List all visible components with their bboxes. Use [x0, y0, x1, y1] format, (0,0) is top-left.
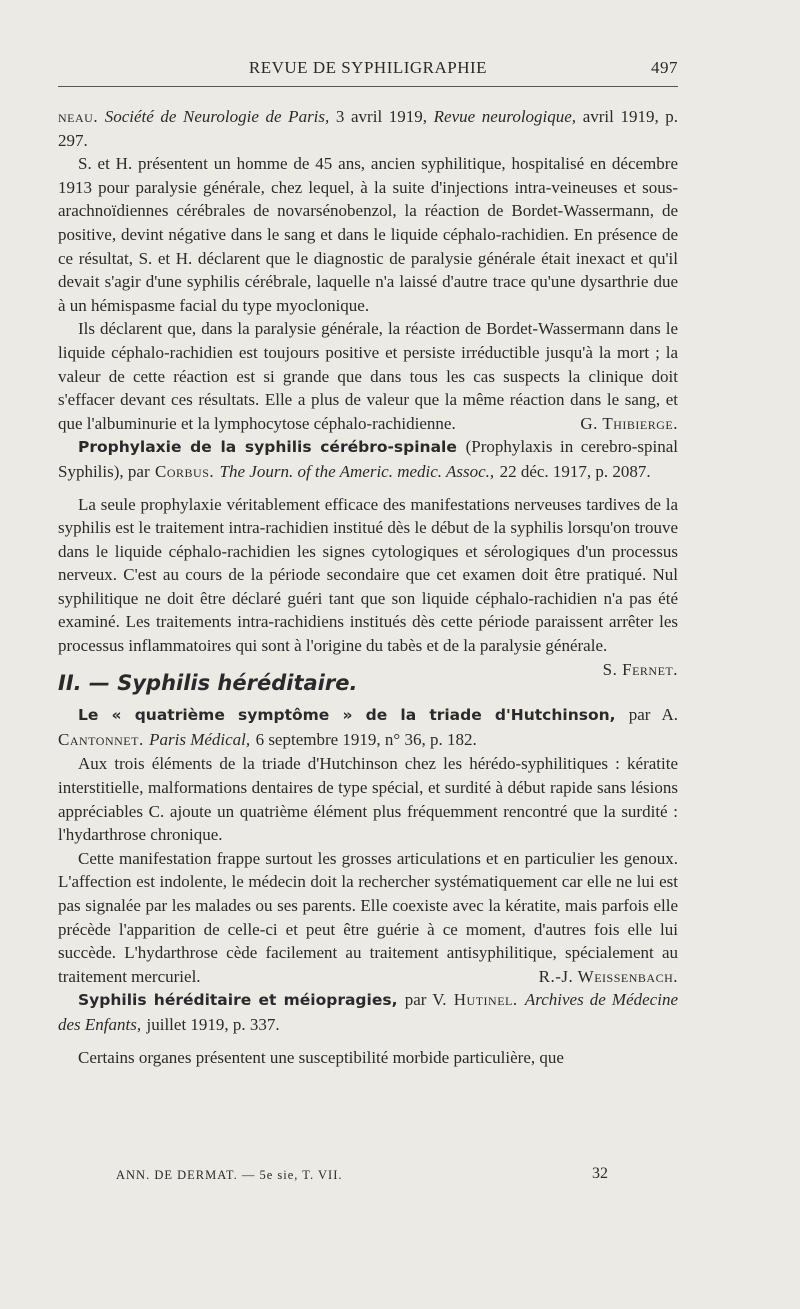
article-2-ref-author: Corbus. [155, 461, 215, 481]
page-number: 497 [651, 58, 678, 77]
article-3-ref-tail: 6 septembre 1919, n° 36, p. 182. [255, 729, 477, 749]
article-3-paragraph-2 [58, 847, 678, 989]
article-2-ref-tail: 22 déc. 1917, p. 2087. [499, 461, 651, 481]
article-4-paragraph-1: Certains organes présentent une susceptibilité morbide particulière, que [78, 1047, 564, 1067]
header-rule [58, 86, 678, 87]
article-3-ref-plain: par A. [628, 705, 678, 725]
sheet-footer [116, 1165, 608, 1183]
page-body [58, 105, 678, 1069]
ref-date: 3 avril 1919, [335, 107, 428, 126]
signature-line: ANN. DE DERMAT. — 5e sie, T. VII. [116, 1168, 343, 1182]
article-4-title: Syphilis héréditaire et méiopragies, [78, 991, 398, 1010]
paragraph-text: Ils déclarent que, dans la paralysie générale, la réaction de Bordet-Wassermann dans le liquide céphalo-rachidien est toujours positive et persiste irréductible jusqu'à la mort ; la valeur de cette réaction est si grande que dans tous les cas suspects la clinique doit s'effacer devant ces résultats. Elle a plus de valeur que la même réaction dans le sang, et que l'albuminurie et la lymphocytose céphalo-rachidienne. [58, 319, 678, 433]
ref-author-tail: neau. [58, 107, 99, 126]
article-3-ref-author: Cantonnet. [58, 729, 144, 749]
article-3-paragraph-1: Aux trois éléments de la triade d'Hutchinson chez les hérédo-syphilitiques : kératite interstitielle, malformations dentaires de type spécial, et surdité à début rapide sans lésions appréciables C. ajoute un quatrième élément plus fréquemment rencontré que la surdité : l'hydarthrose chronique. [58, 754, 678, 845]
section-heading: II. — Syphilis héréditaire. [58, 670, 358, 695]
article-1-signature: G. Thibierge. [580, 413, 678, 433]
article-4-ref-author: Hutinel. [453, 990, 518, 1010]
article-1-paragraph-1: S. et H. présentent un homme de 45 ans, ancien syphilitique, hospitalisé en décembre 1913 pour paralysie générale, chez lequel, à la suite d'injections intra-veineuses et sous-arachnoïdiennes cérébrales de novarsénobenzol, la réaction de Bordet-Wassermann, de positive, devint négative dans le sang et dans le liquide céphalo-rachidien. En présence de ce résultat, S. et H. déclarent que le diagnostic de paralysie générale était inexact et qu'il devait s'agir d'une syphilis cérébrale, laquelle n'a laissé d'autre trace qu'une dysarthrie due à un hémispasme facial du type myoclonique. [58, 154, 678, 315]
article-3-title: Le « quatrième symptôme » de la triade d'Hutchinson, [78, 706, 616, 725]
paragraph-text: La seule prophylaxie véritablement efficace des manifestations nerveuses tardives de la syphilis est le traitement intra-rachidien institué dès le début de la syphilis lorsqu'on trouve dans le liquide céphalo-rachidien les signes cytologiques et sérologiques d'un processus nerveux. C'est au cours de la période secondaire que cet examen doit être pratiqué. Nul syphilitique ne doit être déclaré guéri tant que son liquide céphalo-rachidien n'a pas été examiné. Les traitements intra-rachidiens institués dès cette période paraissent arrêter les processus inflammatoires qui sont à l'origine du tabès et de la paralysie générale. [58, 494, 678, 656]
article-2-title: Prophylaxie de la syphilis cérébro-spinale [78, 438, 457, 457]
article-3-heading [58, 703, 678, 752]
paragraph-text: Cette manifestation frappe surtout les grosses articulations et en particulier les genoux. L'affection est indolente, le médecin doit la rechercher systématiquement car elle ne lui est pas signalée par les malades ou ses parents. Elle coexiste avec la kératite, mais parfois elle précède l'apparition de celle-ci et peut être guérie à ce moment, d'autres fois elle lui succède. L'hydarthrose cède facilement au traitement antisyphilitique, spécialement au traitement mercuriel. [58, 848, 678, 986]
article-4-ref-journal: Archives de Médecine des Enfants, [58, 990, 678, 1034]
ref-tail: avril 1919, p. 297. [58, 107, 679, 150]
article-4-ref-plain: par V. [404, 990, 447, 1010]
article-3-ref-journal: Paris Médical, [149, 729, 251, 749]
sheet-number: 32 [592, 1165, 608, 1182]
running-title: REVUE DE SYPHILIGRAPHIE [248, 58, 488, 77]
running-header [58, 58, 678, 86]
ref-source: Société de Neurologie de Paris, [104, 107, 330, 126]
article-3-signature: R.-J. Weissenbach. [538, 966, 678, 986]
article-2-ref-plain: (Prophylaxis in cerebro-spinal Syphilis), par [58, 437, 678, 481]
article-2-ref-journal: The Journ. of the Americ. medic. Assoc., [219, 461, 495, 481]
article-4-heading [58, 988, 678, 1037]
article-4-ref-tail: juillet 1919, p. 337. [146, 1014, 280, 1034]
ref-journal: Revue neurologique, [433, 107, 577, 126]
article-2-paragraph-1 [58, 493, 678, 679]
article-2-heading [58, 435, 678, 484]
article-2-signature: S. Fernet. [602, 659, 678, 679]
article-1-paragraph-2 [58, 317, 678, 435]
article-1-reference [58, 105, 678, 152]
